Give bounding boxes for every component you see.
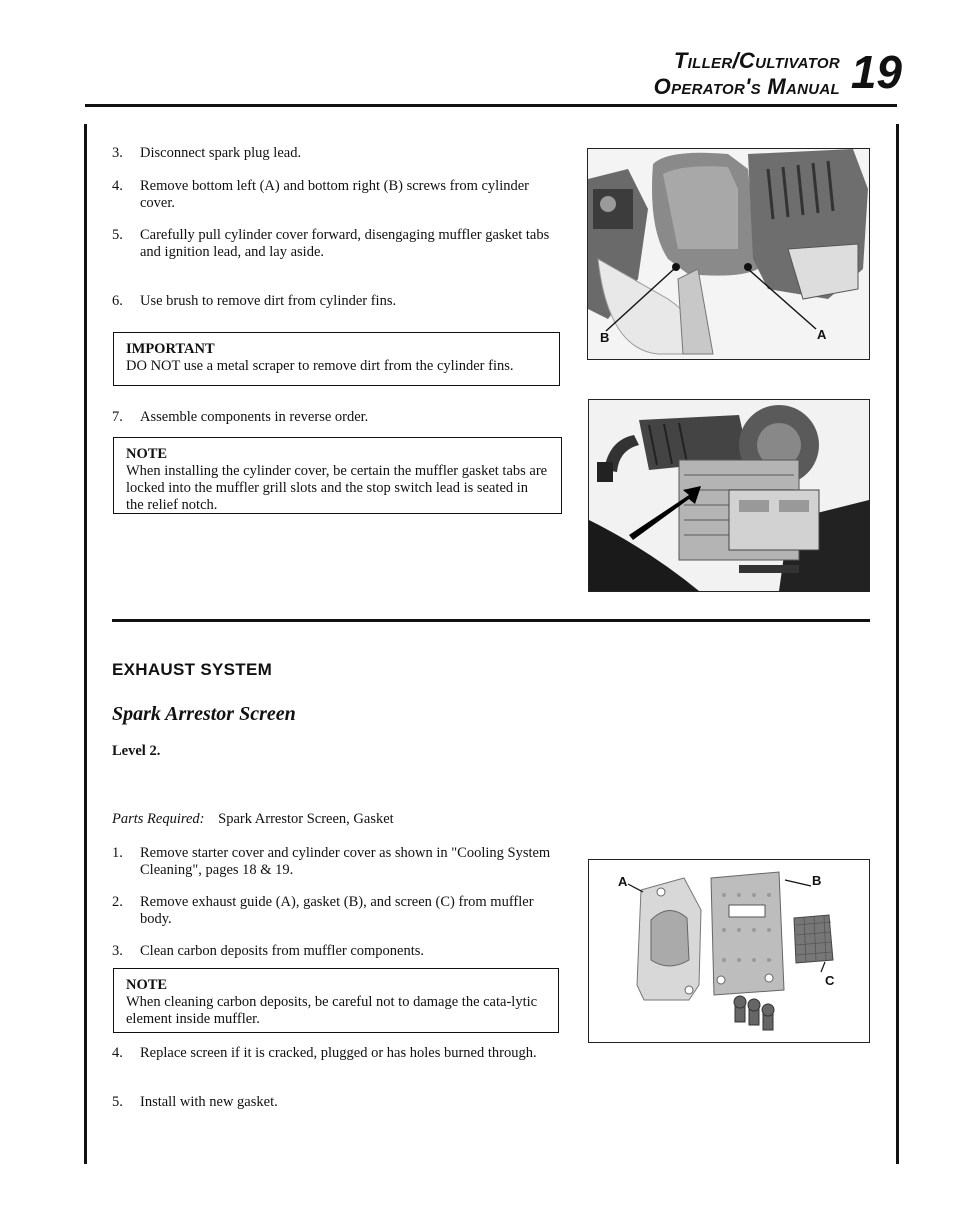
note-box-carbon (113, 968, 559, 1033)
photo1-label-b: B (600, 330, 610, 345)
important-text: DO NOT use a metal scraper to remove dirt from the cylinder fins. (126, 358, 514, 374)
photo3-label-a: A (618, 874, 628, 889)
cooling-step-5: 5. Carefully pull cylinder cover forward, disengaging muffler gasket tabs and ignition lead, and lay aside. (112, 227, 550, 260)
note-box-cylinder-cover (113, 437, 562, 514)
section-heading-exhaust: EXHAUST SYSTEM (112, 660, 273, 679)
photo1-label-a: A (817, 327, 827, 342)
cooling-step-7: 7. Assemble components in reverse order. (112, 409, 369, 425)
exhaust-step-5: 5. Install with new gasket. (112, 1094, 278, 1110)
photo-muffler-parts (588, 859, 870, 1043)
right-margin-bar (896, 124, 899, 1164)
cooling-step-6: 6. Use brush to remove dirt from cylinder fins. (112, 293, 397, 309)
parts-required-value: Spark Arrestor Screen, Gasket (218, 811, 394, 827)
level-indicator: Level 2. (112, 743, 161, 759)
muffler-parts-illustration (589, 860, 869, 1042)
engine-assembly-illustration (589, 400, 869, 591)
exhaust-step-1: 1. Remove starter cover and cylinder cover as shown in "Cooling System Cleaning", pages 18 & 19. (112, 845, 551, 878)
section-divider (112, 619, 870, 622)
title-line-1: Tiller/Cultivator (673, 48, 840, 73)
important-box (113, 332, 560, 386)
photo-cylinder-cover (587, 148, 870, 360)
exhaust-step-3: 3. Clean carbon deposits from muffler components. (112, 943, 425, 959)
cylinder-cover-illustration (588, 149, 869, 359)
note-text: When installing the cylinder cover, be certain the muffler gasket tabs are locked into the muffler grill slots and the stop switch lead is seated in the relief notch. (126, 463, 548, 513)
note-title: NOTE (126, 977, 168, 993)
manual-title (440, 48, 840, 100)
title-line-2: Operator's Manual (653, 74, 840, 99)
subheading-spark-arrestor: Spark Arrestor Screen (112, 703, 296, 725)
note-title: NOTE (126, 446, 168, 462)
cooling-step-3: 3. Disconnect spark plug lead. (112, 145, 302, 161)
photo3-label-b: B (812, 873, 822, 888)
photo-engine-assembly (588, 399, 870, 592)
parts-required-label: Parts Required: (112, 811, 205, 827)
exhaust-step-2: 2. Remove exhaust guide (A), gasket (B), and screen (C) from muffler body. (112, 894, 534, 927)
important-title: IMPORTANT (126, 341, 215, 357)
cooling-step-4: 4. Remove bottom left (A) and bottom right (B) screws from cylinder cover. (112, 178, 529, 211)
note-text: When cleaning carbon deposits, be careful not to damage the cata-lytic element inside muffler. (126, 994, 538, 1027)
photo3-label-c: C (825, 973, 835, 988)
exhaust-step-4: 4. Replace screen if it is cracked, plugged or has holes burned through. (112, 1045, 537, 1061)
parts-required (112, 811, 394, 828)
page-number: 19 (850, 46, 902, 98)
left-margin-bar (84, 124, 87, 1164)
header-rule (85, 104, 897, 107)
